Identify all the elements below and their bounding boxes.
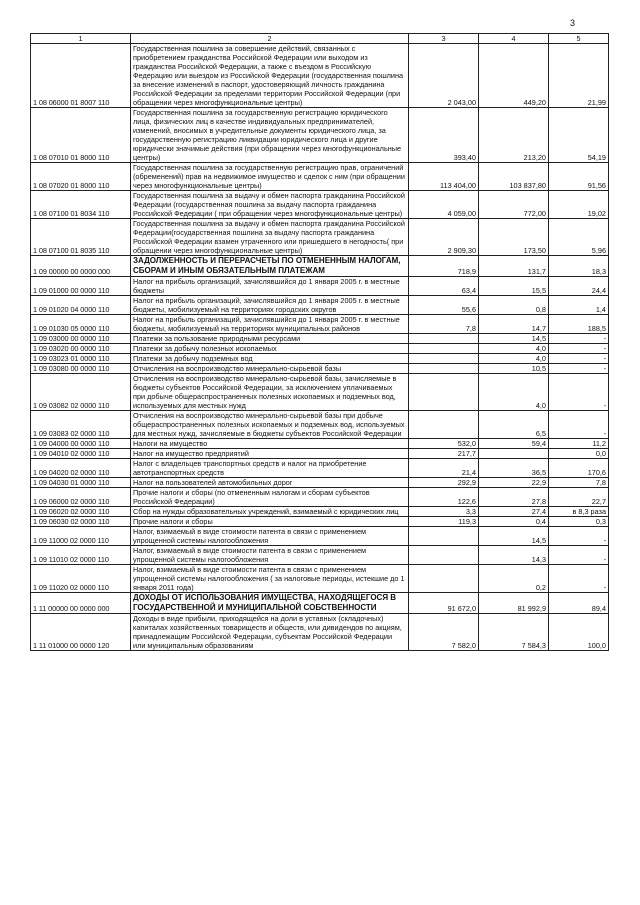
column-5-value: 0,3 — [549, 517, 609, 527]
description-cell: Налог на прибыль организаций, зачислявшийся до 1 января 2005 г. в местные бюджеты, мобилизуемый на территориях муниципальных районов — [131, 315, 409, 334]
table-row — [31, 191, 609, 219]
column-3-value: 7 582,0 — [409, 614, 479, 651]
budget-code-cell: 1 08 07020 01 8000 110 — [31, 163, 131, 191]
table-row — [31, 459, 609, 478]
column-5-value: - — [549, 546, 609, 565]
column-4-value: 14,3 — [479, 546, 549, 565]
column-5-value: - — [549, 527, 609, 546]
budget-code-cell: 1 09 04020 02 0000 110 — [31, 459, 131, 478]
column-header-1: 1 — [31, 34, 131, 44]
column-3-value — [409, 565, 479, 593]
description-cell: Налоги на имущество — [131, 439, 409, 449]
column-5-value: 91,56 — [549, 163, 609, 191]
table-body — [31, 44, 609, 651]
column-header-3: 3 — [409, 34, 479, 44]
budget-code-cell: 1 08 07100 01 8034 110 — [31, 191, 131, 219]
column-3-value: 4 059,00 — [409, 191, 479, 219]
table-row — [31, 315, 609, 334]
column-4-value: 15,5 — [479, 277, 549, 296]
table-row — [31, 108, 609, 163]
table-row — [31, 374, 609, 411]
column-4-value: 7 584,3 — [479, 614, 549, 651]
column-3-value — [409, 354, 479, 364]
column-5-value: - — [549, 411, 609, 439]
description-cell: Государственная пошлина за выдачу и обмен паспорта гражданина Российской Федерации (государственная пошлина за выдачу паспорта гражданина Российской Федерации ( при обращении через многофункциональные центры) — [131, 191, 409, 219]
budget-revenue-table — [30, 33, 609, 651]
column-3-value — [409, 411, 479, 439]
column-5-value: 11,2 — [549, 439, 609, 449]
column-5-value: - — [549, 364, 609, 374]
budget-code-cell: 1 09 03080 00 0000 110 — [31, 364, 131, 374]
column-5-value: 100,0 — [549, 614, 609, 651]
column-4-value: 0,2 — [479, 565, 549, 593]
table-row — [31, 478, 609, 488]
column-5-value: 18,3 — [549, 256, 609, 277]
column-5-value: 1,4 — [549, 296, 609, 315]
column-4-value: 173,50 — [479, 219, 549, 256]
table-row — [31, 614, 609, 651]
table-row — [31, 488, 609, 507]
column-5-value: - — [549, 344, 609, 354]
description-cell: ДОХОДЫ ОТ ИСПОЛЬЗОВАНИЯ ИМУЩЕСТВА, НАХОДЯЩЕГОСЯ В ГОСУДАРСТВЕННОЙ И МУНИЦИПАЛЬНОЙ СОБСТВЕННОСТИ — [131, 593, 409, 614]
column-3-value: 122,6 — [409, 488, 479, 507]
column-3-value — [409, 546, 479, 565]
description-cell: Платежи за добычу полезных ископаемых — [131, 344, 409, 354]
column-5-value: 5,96 — [549, 219, 609, 256]
column-4-value: 27,8 — [479, 488, 549, 507]
budget-code-cell: 1 09 01000 00 0000 110 — [31, 277, 131, 296]
column-4-value: 449,20 — [479, 44, 549, 108]
table-row — [31, 411, 609, 439]
column-4-value: 36,5 — [479, 459, 549, 478]
column-3-value: 55,6 — [409, 296, 479, 315]
column-4-value: 10,5 — [479, 364, 549, 374]
description-cell: Отчисления на воспроизводство минерально-сырьевой базы — [131, 364, 409, 374]
column-5-value: 188,5 — [549, 315, 609, 334]
budget-code-cell: 1 08 06000 01 8007 110 — [31, 44, 131, 108]
budget-code-cell: 1 09 03000 00 0000 110 — [31, 334, 131, 344]
description-cell: Налог на имущество предприятий — [131, 449, 409, 459]
column-3-value: 3,3 — [409, 507, 479, 517]
description-cell: Налог на прибыль организаций, зачислявшийся до 1 января 2005 г. в местные бюджеты, мобилизуемый на территориях городских округов — [131, 296, 409, 315]
table-row — [31, 439, 609, 449]
column-5-value: 22,7 — [549, 488, 609, 507]
column-4-value: 27,4 — [479, 507, 549, 517]
table-row — [31, 449, 609, 459]
column-4-value: 0,4 — [479, 517, 549, 527]
budget-code-cell: 1 08 07010 01 8000 110 — [31, 108, 131, 163]
table-row — [31, 344, 609, 354]
budget-code-cell: 1 11 01000 00 0000 120 — [31, 614, 131, 651]
table-row — [31, 219, 609, 256]
column-4-value: 772,00 — [479, 191, 549, 219]
column-3-value: 532,0 — [409, 439, 479, 449]
column-4-value: 0,8 — [479, 296, 549, 315]
column-header-5: 5 — [549, 34, 609, 44]
column-5-value: 89,4 — [549, 593, 609, 614]
description-cell: Государственная пошлина за государственную регистрацию юридического лица, физических лиц в качестве индивидуальных предпринимателей, изменений, вносимых в учредительные документы юридического лица, за государственную регистрацию ликвидации юридического лица и другие юридически значимые действия (при обращении через многофункциональные центры) — [131, 108, 409, 163]
column-header-2: 2 — [131, 34, 409, 44]
column-4-value: 4,0 — [479, 344, 549, 354]
description-cell: Прочие налоги и сборы (по отмененным налогам и сборам субъектов Российской Федерации) — [131, 488, 409, 507]
budget-code-cell: 1 09 03020 00 0000 110 — [31, 344, 131, 354]
description-cell: Прочие налоги и сборы — [131, 517, 409, 527]
column-4-value — [479, 449, 549, 459]
column-3-value: 119,3 — [409, 517, 479, 527]
column-5-value: 21,99 — [549, 44, 609, 108]
budget-code-cell: 1 09 04030 01 0000 110 — [31, 478, 131, 488]
column-5-value: 7,8 — [549, 478, 609, 488]
column-3-value: 91 672,0 — [409, 593, 479, 614]
column-3-value: 292,9 — [409, 478, 479, 488]
description-cell: Налог с владельцев транспортных средств и налог на приобретение автотранспортных средств — [131, 459, 409, 478]
column-3-value: 2 909,30 — [409, 219, 479, 256]
column-4-value: 103 837,80 — [479, 163, 549, 191]
budget-code-cell: 1 09 11010 02 0000 110 — [31, 546, 131, 565]
budget-code-cell: 1 11 00000 00 0000 000 — [31, 593, 131, 614]
budget-code-cell: 1 09 11020 02 0000 110 — [31, 565, 131, 593]
column-3-value: 113 404,00 — [409, 163, 479, 191]
description-cell: Государственная пошлина за совершение действий, связанных с приобретением гражданства Российской Федерации или выходом из гражданства Российской Федерации, а также с въездом в Российскую Федерацию или выездом из Российской Федерации (государственная пошлина за внесение изменений в паспорт, удостоверяющий личность гражданина Российской Федерации за пределами территории Российской Федерации (при обращении через многофункциональные центры) — [131, 44, 409, 108]
column-5-value: 170,6 — [549, 459, 609, 478]
budget-code-cell: 1 09 06030 02 0000 110 — [31, 517, 131, 527]
column-4-value: 213,20 — [479, 108, 549, 163]
column-3-value: 2 043,00 — [409, 44, 479, 108]
budget-code-cell: 1 09 04010 02 0000 110 — [31, 449, 131, 459]
description-cell: Государственная пошлина за государственную регистрацию прав, ограничений (обременений) прав на недвижимое имущество и сделок с ним (при обращении через многофункциональные центры) — [131, 163, 409, 191]
budget-code-cell: 1 09 00000 00 0000 000 — [31, 256, 131, 277]
column-3-value: 7,8 — [409, 315, 479, 334]
budget-code-cell: 1 09 01030 05 0000 110 — [31, 315, 131, 334]
column-5-value: - — [549, 334, 609, 344]
table-row — [31, 546, 609, 565]
column-4-value: 22,9 — [479, 478, 549, 488]
table-row — [31, 354, 609, 364]
description-cell: Сбор на нужды образовательных учреждений, взимаемый с юридических лиц — [131, 507, 409, 517]
column-3-value — [409, 527, 479, 546]
column-3-value — [409, 364, 479, 374]
description-cell: ЗАДОЛЖЕННОСТЬ И ПЕРЕРАСЧЕТЫ ПО ОТМЕНЕННЫМ НАЛОГАМ, СБОРАМ И ИНЫМ ОБЯЗАТЕЛЬНЫМ ПЛАТЕЖАМ — [131, 256, 409, 277]
column-3-value: 718,9 — [409, 256, 479, 277]
table-row — [31, 296, 609, 315]
budget-code-cell: 1 09 01020 04 0000 110 — [31, 296, 131, 315]
page-number: 3 — [570, 18, 576, 28]
column-4-value: 131,7 — [479, 256, 549, 277]
budget-code-cell: 1 09 03082 02 0000 110 — [31, 374, 131, 411]
description-cell: Налог на прибыль организаций, зачислявшийся до 1 января 2005 г. в местные бюджеты — [131, 277, 409, 296]
column-3-value — [409, 334, 479, 344]
column-4-value: 6,5 — [479, 411, 549, 439]
column-3-value — [409, 344, 479, 354]
table-row — [31, 364, 609, 374]
table-row — [31, 163, 609, 191]
column-3-value: 217,7 — [409, 449, 479, 459]
column-4-value: 4,0 — [479, 354, 549, 364]
description-cell: Доходы в виде прибыли, приходящейся на доли в уставных (складочных) капиталах хозяйственных товариществ и обществ, или дивидендов по акциям, принадлежащим Российской Федерации, субъектам Российской Федерации или муниципальным образованиям — [131, 614, 409, 651]
table-row — [31, 517, 609, 527]
description-cell: Отчисления на воспроизводство минерально-сырьевой базы, зачисляемые в бюджеты субъектов Российской Федерации, за исключением уплачиваемых при добыче общераспространенных полезных ископаемых и подземных вод, используемых для местных нужд — [131, 374, 409, 411]
column-3-value — [409, 374, 479, 411]
description-cell: Платежи за добычу подземных вод — [131, 354, 409, 364]
column-4-value: 14,7 — [479, 315, 549, 334]
table-row — [31, 334, 609, 344]
budget-code-cell: 1 09 06020 02 0000 110 — [31, 507, 131, 517]
budget-code-cell: 1 09 03023 01 0000 110 — [31, 354, 131, 364]
column-4-value: 59,4 — [479, 439, 549, 449]
column-4-value: 4,0 — [479, 374, 549, 411]
column-5-value: 54,19 — [549, 108, 609, 163]
column-5-value: - — [549, 354, 609, 364]
table-row — [31, 277, 609, 296]
budget-code-cell: 1 09 04000 00 0000 110 — [31, 439, 131, 449]
budget-code-cell: 1 09 03083 02 0000 110 — [31, 411, 131, 439]
column-4-value: 14,5 — [479, 334, 549, 344]
description-cell: Налог, взимаемый в виде стоимости патента в связи с применением упрощенной системы налогообложения — [131, 527, 409, 546]
budget-code-cell: 1 08 07100 01 8035 110 — [31, 219, 131, 256]
column-5-value: в 8,3 раза — [549, 507, 609, 517]
column-4-value: 81 992,9 — [479, 593, 549, 614]
column-5-value: - — [549, 565, 609, 593]
table-row — [31, 593, 609, 614]
table-row — [31, 44, 609, 108]
table-row — [31, 256, 609, 277]
column-4-value: 14,5 — [479, 527, 549, 546]
description-cell: Налог, взимаемый в виде стоимости патента в связи с применением упрощенной системы налогообложения — [131, 546, 409, 565]
column-3-value: 63,4 — [409, 277, 479, 296]
description-cell: Налог на пользователей автомобильных дорог — [131, 478, 409, 488]
column-5-value: 0,0 — [549, 449, 609, 459]
description-cell: Налог, взимаемый в виде стоимости патента в связи с применением упрощенной системы налогообложения ( за налоговые периоды, истекшие до 1 января 2011 года) — [131, 565, 409, 593]
table-header-row — [31, 34, 609, 44]
column-header-4: 4 — [479, 34, 549, 44]
description-cell: Государственная пошлина за выдачу и обмен паспорта гражданина Российской Федерации(государственная пошлина за выдачу паспорта гражданина Российской Федерации взамен утраченного или пришедшего в негодность( при обращении через многофункциональные центры) — [131, 219, 409, 256]
column-3-value: 393,40 — [409, 108, 479, 163]
column-5-value: - — [549, 374, 609, 411]
table-row — [31, 527, 609, 546]
column-5-value: 19,02 — [549, 191, 609, 219]
description-cell: Платежи за пользование природными ресурсами — [131, 334, 409, 344]
budget-code-cell: 1 09 06000 02 0000 110 — [31, 488, 131, 507]
description-cell: Отчисления на воспроизводство минерально-сырьевой базы при добыче общераспространенных полезных ископаемых и подземных вод, используемых для местных нужд, зачисляемые в бюджеты субъектов Российской Федерации — [131, 411, 409, 439]
table-row — [31, 565, 609, 593]
table-row — [31, 507, 609, 517]
column-5-value: 24,4 — [549, 277, 609, 296]
column-3-value: 21,4 — [409, 459, 479, 478]
budget-code-cell: 1 09 11000 02 0000 110 — [31, 527, 131, 546]
